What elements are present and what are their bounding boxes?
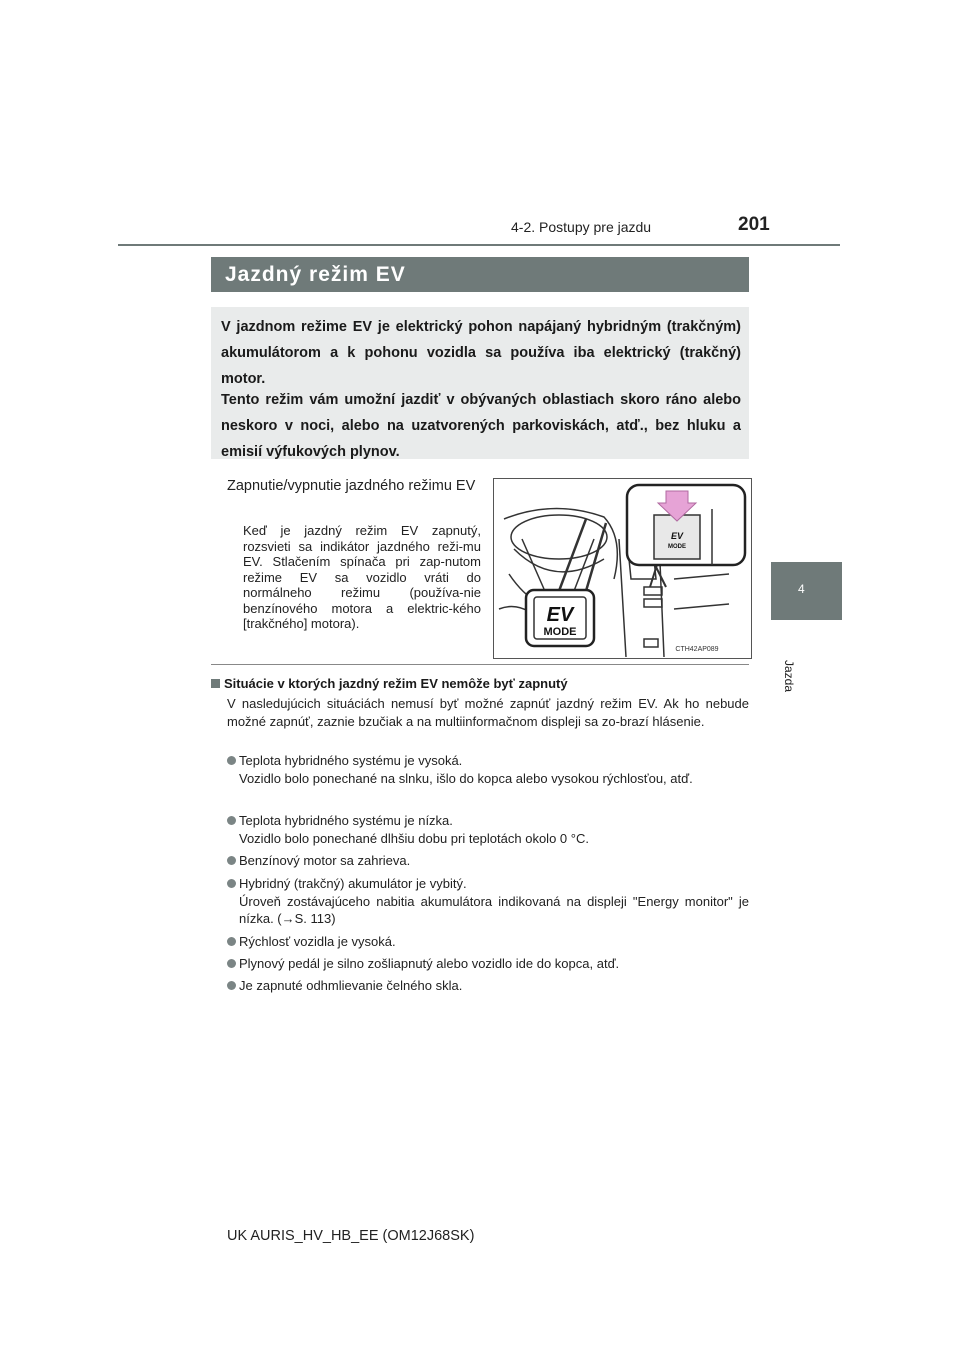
- chapter-tab: [771, 562, 842, 620]
- bullet-dot-icon: [227, 879, 236, 888]
- list-item-title: Hybridný (trakčný) akumulátor je vybitý.: [239, 876, 467, 891]
- section-divider: [211, 664, 749, 665]
- ev-mode-switch-illustration: [493, 478, 752, 659]
- mode-button-label: MODE: [543, 626, 577, 638]
- section-header: 4-2. Postupy pre jazdu: [511, 219, 652, 235]
- bullet-dot-icon: [227, 937, 236, 946]
- subsection-body: Keď je jazdný režim EV zapnutý, rozsvieti sa indikátor jazdného reži-mu EV. Stlačením spínača pri zap-nutom režime EV sa vozidlo vráti do normálneho režimu (používa-nie benzínového motora a elektric-kého [trakčného] motora).: [243, 523, 481, 631]
- list-item-detail: Vozidlo bolo ponechané dlhšiu dobu pri teplotách okolo 0 °C.: [239, 830, 589, 846]
- list-item-detail: Úroveň zostávajúceho nabitia akumulátora indikovaná na displeji "Energy monitor" je nízka. (→S. 113): [239, 893, 749, 926]
- list-item: [227, 955, 749, 973]
- list-item: [227, 977, 749, 995]
- page-number: 201: [738, 214, 770, 235]
- bullet-dot-icon: [227, 959, 236, 968]
- conditions-heading-text: Situácie v ktorých jazdný režim EV nemôže byť zapnutý: [224, 676, 568, 691]
- subsection-heading: Zapnutie/vypnutie jazdného režimu EV: [227, 478, 476, 494]
- footer-code: UK AURIS_HV_HB_EE (OM12J68SK): [227, 1228, 475, 1244]
- figure-code: CTH42AP089: [675, 646, 719, 653]
- header-divider: [118, 244, 840, 246]
- intro-box: [211, 307, 749, 459]
- list-item-title: Je zapnuté odhmlievanie čelného skla.: [239, 978, 463, 993]
- list-item-title: Benzínový motor sa zahrieva.: [239, 853, 411, 868]
- list-item-title: Teplota hybridného systému je vysoká.: [239, 753, 463, 768]
- title-bar: [211, 257, 749, 292]
- list-item: [227, 812, 749, 847]
- intro-paragraph: Tento režim vám umožní jazdiť v obývaných oblastiach skoro ráno alebo neskoro v noci, alebo na uzatvorených parkoviskách, atď., bez hluku a emisií výfukových plynov.: [221, 392, 741, 460]
- zoom-mode-label: MODE: [668, 544, 686, 550]
- list-item: [227, 752, 749, 787]
- bullet-dot-icon: [227, 856, 236, 865]
- list-item-detail: Vozidlo bolo ponechané na slnku, išlo do kopca alebo vysokou rýchlosťou, atď.: [239, 770, 693, 786]
- bullet-dot-icon: [227, 981, 236, 990]
- list-item-title: Rýchlosť vozidla je vysoká.: [239, 934, 396, 949]
- list-item: [227, 875, 749, 928]
- bullet-dot-icon: [227, 816, 236, 825]
- zoom-ev-label: EV: [670, 531, 684, 541]
- ev-button-label: EV: [546, 604, 574, 626]
- intro-paragraph: V jazdnom režime EV je elektrický pohon napájaný hybridným (trakčným) akumulátorom a k pohonu vozidla sa používa iba elektrický (trakčný) motor.: [221, 319, 741, 387]
- square-bullet-icon: [211, 679, 220, 688]
- chapter-label-area: [771, 620, 842, 693]
- conditions-intro: V nasledujúcich situáciách nemusí byť možné zapnúť jazdný režim EV. Ak ho nebude možné zapnúť, zaznie bzučiak a na multiinformačnom displeji sa zo-brazí hlásenie.: [227, 696, 749, 729]
- chapter-label: Jazda: [782, 660, 796, 693]
- list-item-title: Teplota hybridného systému je nízka.: [239, 813, 453, 828]
- list-item-title: Plynový pedál je silno zošliapnutý alebo vozidlo ide do kopca, atď.: [239, 956, 620, 971]
- conditions-heading: [211, 676, 568, 691]
- page-title: Jazdný režim EV: [225, 263, 406, 286]
- bullet-dot-icon: [227, 756, 236, 765]
- dashboard-drawing: [494, 479, 751, 658]
- list-item: [227, 852, 749, 870]
- chapter-number: 4: [798, 582, 805, 596]
- list-item: [227, 933, 749, 951]
